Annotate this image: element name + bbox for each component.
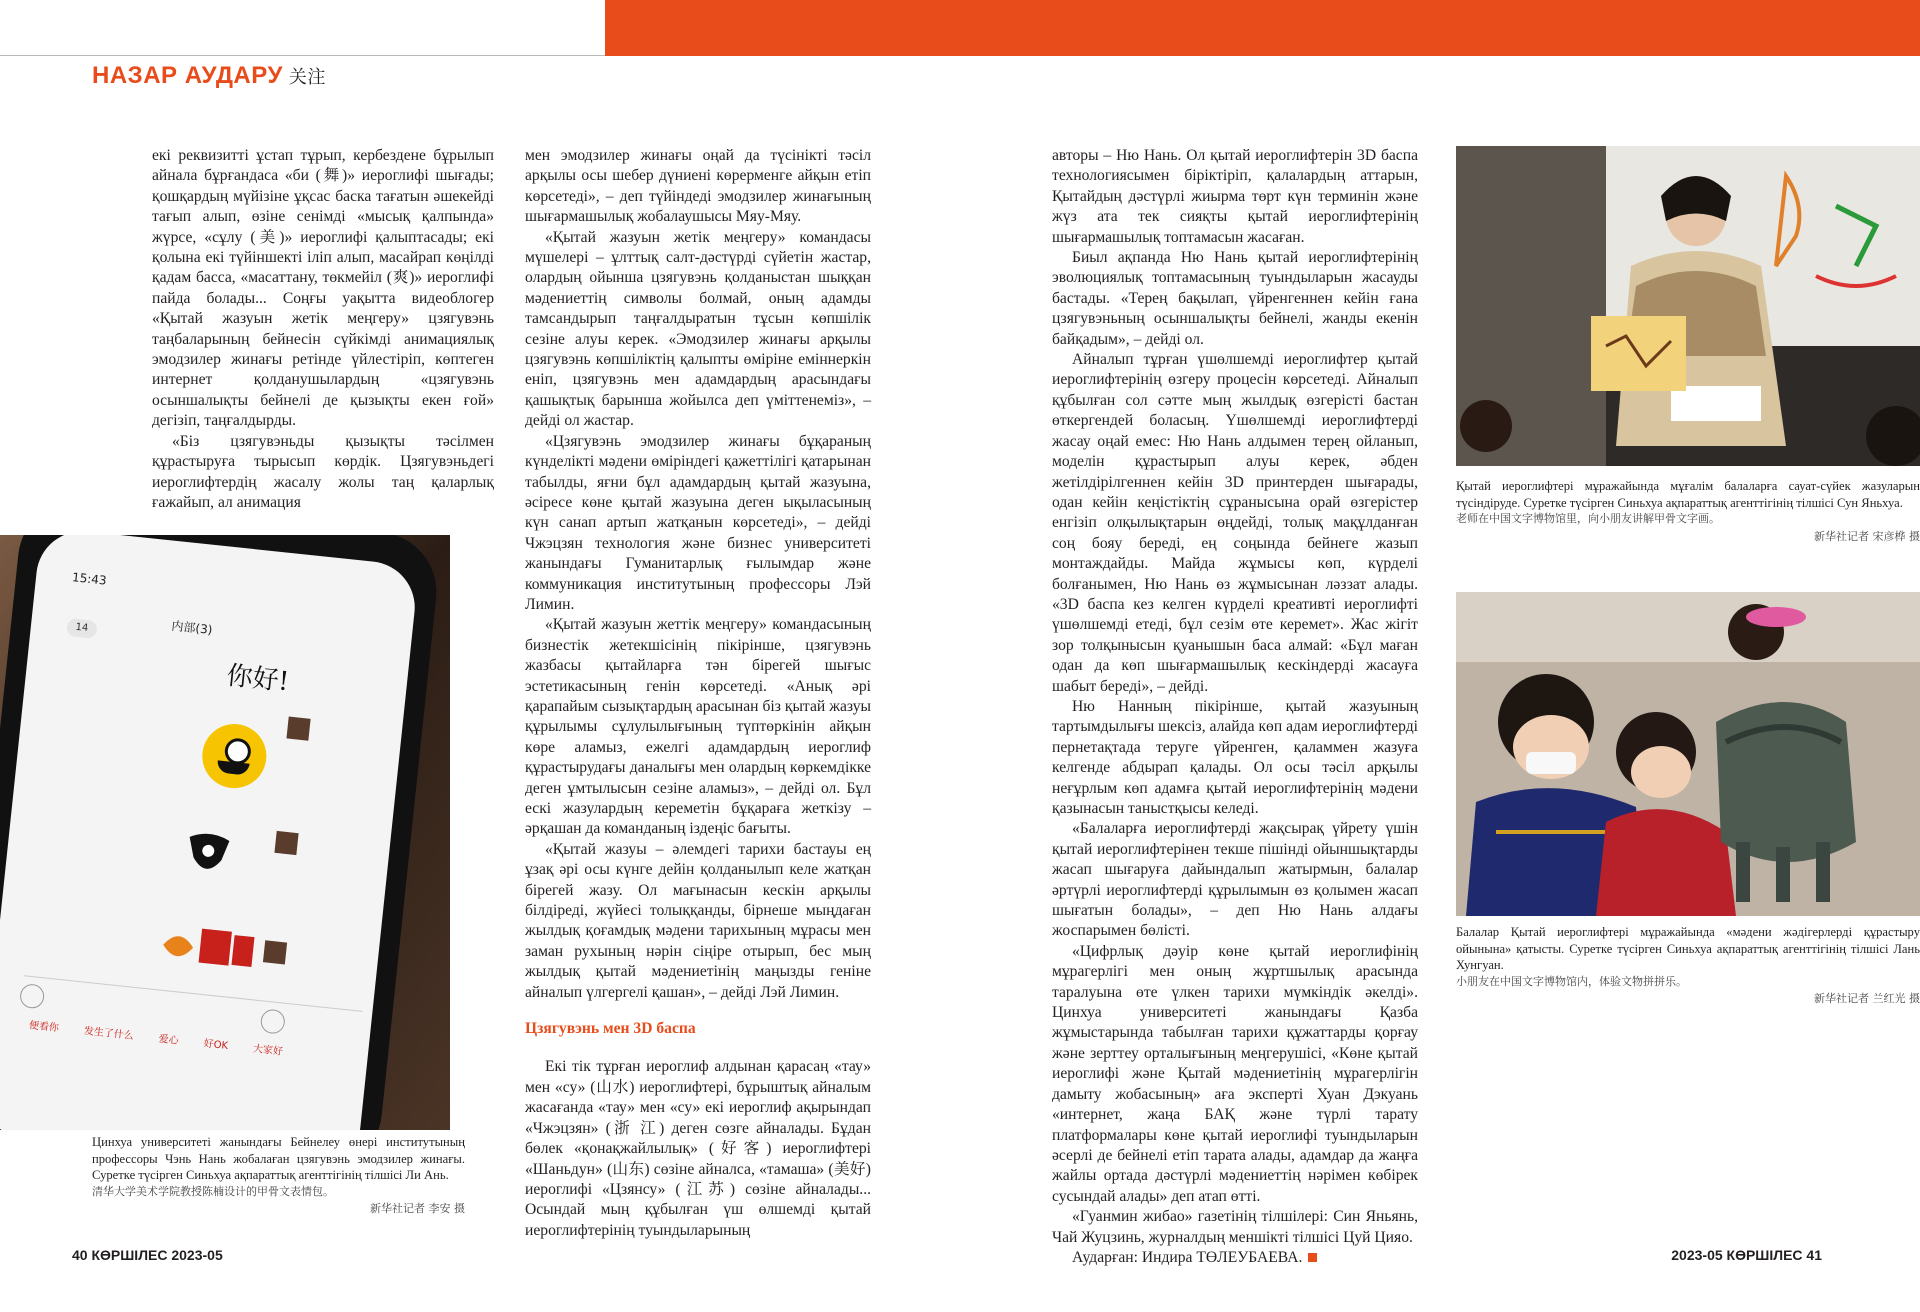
phone-emoji-photo xyxy=(0,535,450,1130)
paragraph: Биыл ақпанда Ню Нань қытай иероглифтерінің эволюциялық топтамасының туындыларын жасауды бастады. «Терең бақылап, үйренгеннен кейін ғана цзягувэньның осыншалықты бейнелі, жанды екенін байқадым», – дейді ол. xyxy=(1052,249,1418,348)
more-icon[interactable] xyxy=(260,1008,286,1034)
paragraph: Айналып тұрған үшөлшемді иероглифтер қытай иероглифтерінің өзгеру процесін көрсетеді. Айналып құбылған сол сәтте мың жылдық өзгерісті бастан өткергендей боласың. Үшөлшемді иероглифтерді жасау оңай емес: Ню Нань алдымен терең ойланып, моделін құрастырып алуы керек, әбден жетілдірілгеннен кейін 3D принтерден шығарады, одан кейін кеңістіктің сұраныcына орай өзгерістер енгізіп олқылықтарын өңдейді, толық мақұлданған соң бояу береді, ең соңында бейнеге жазып монтаждайды. Майда жұмысы көп, күрделі болғанымен, Ню Нань өз жұмысынан ләззат алады. «3D баспа кез келген күрделі креативті иероглифті үшөлшемді етеді, бұл сезім өте керемет». Жас жігіт зор толқынысын қуанышын баса алмай: «Бұл маған одан да көп шығармашылық кескіндерді жасауға шабыт береді», – дейді. xyxy=(1052,351,1418,695)
photo-credit: 新华社记者 宋彦桦 摄 xyxy=(1814,529,1920,543)
paragraph: «Қытай жазуы – әлемдегі тарихи бастауы ең ұзақ әрі осы күнге дейін қолданылып келе жатқан бірегей жазу. Ол мағынасын кескін арқылы білдіреді, жүйесі толыққанды, бірнеше мыңдаған жылдық қоғамдық мәдени тарихының мұрасы мен заман рухының нәрін сіңіре отырып, бес мың жылдық қытай мәдениетінің маңызды геніне айналып үлгергелі қашан», – дейді Лэй Лимин. xyxy=(525,840,871,1001)
end-mark xyxy=(1308,1253,1317,1262)
paragraph: «Гуанмин жибао» газетінің тілшілері: Син Яньянь, Чай Жуцзинь, журналдың меншікті тілшісі Цуй Цияо. xyxy=(1052,1208,1418,1246)
sticker-grid xyxy=(28,1016,348,1064)
ox-sticker xyxy=(174,826,240,892)
paragraph: авторы – Ню Нань. Ол қытай иероглифтерін 3D баспа технологиясымен біріктіріп, қалалардың аттарын, Қытайдың дәстүрлі жиырма төрт күн терминін және жүз ата тек сияқты қытай иероглифтерінің шығармашылық топтамасын жасаған. xyxy=(1052,147,1418,246)
caption-teacher xyxy=(1456,478,1920,545)
sticker-label[interactable]: 发生了什么 xyxy=(83,1025,135,1043)
sticker-label[interactable]: 大家好 xyxy=(252,1043,284,1058)
teacher-photo xyxy=(1456,146,1920,466)
translator-credit: Аударған: Индира ТӨЛЕУБАЕВА. xyxy=(1072,1248,1303,1266)
sticker-label[interactable]: 爱心 xyxy=(158,1033,180,1047)
header-rule xyxy=(0,55,605,56)
sticker-label[interactable]: 好OK xyxy=(203,1038,229,1052)
paragraph: «Цзягувэнь эмодзилер жинағы бұқараның күнделікті мәдени өміріндегі қажеттілігі қатарынан табылды, яғни бұл адамдардың қытай жазуына, әсіресе көне қытай жазуына деген ықыласының күн санап артып жатқанын көрсетеді», – дейді Чжэцзян технология және бизнес университеті жанындағы Гуманитарлық ғылымдар және коммуникация институтының профессоры Лэй Лимин. xyxy=(525,432,871,613)
yellow-face-sticker xyxy=(199,721,269,791)
seal-sticker xyxy=(156,919,261,979)
avatar[interactable] xyxy=(286,717,310,741)
greeting-sticker: 你好! xyxy=(225,660,291,698)
paragraph: «Қытай жазуын жетік меңгеру» командасы мүшелері – ұлттық салт-дәстүрді сүйетін жастар, олардың ойынша цзягувэнь қолданыстан шыққан мәдениеттің символы болмай, оның адамды тамсандырып таңғалдыратын тұсын көпшілік сезіне алуы керек. «Эмодзилер жинағы арқылы цзягувэнь көпшіліктің қалыпты өміріне еміннеркін еніп, цзягувэнь мен адамдардың арасындағы қашықтық барынша жойылса деп үміттенеміз», – дейді ол жастар. xyxy=(525,228,871,430)
caption-text: Балалар Қытай иероглифтері мұражайында «мәдени жәдігерлерді құрастыру ойынына» қатысты. Суретке түсірген Синьхуа ақпараттық агенттігінің тілшісі Лань Хунгуан. xyxy=(1456,925,1920,973)
avatar[interactable] xyxy=(263,940,287,964)
caption-text: Қытай иероглифтері мұражайында мұғалім балаларға сауат-сүйек жазуларын түсіндіруде. Суретке түсірген Синьхуа ақпараттық агенттігінің тілшісі Сун Яньхуа. xyxy=(1456,479,1920,510)
paragraph: «Балаларға иероглифтерді жақсырақ үйрету үшін қытай иероглифтерінен текше пішінді ойыншықтарды жасап шығаруға дайындалып жатырмын, балалар әртүрлі иероглифтерді құрылымын өз қолымен жасап шығатын болады», – деп Ню Нань алдағы жоспарымен бөлісті. xyxy=(1052,820,1418,940)
column-1 xyxy=(152,146,494,513)
caption-text-cn: 清华大学美术学院教授陈楠设计的甲骨文表情包。 xyxy=(92,1184,334,1198)
status-time: 15:43 xyxy=(71,570,108,588)
caption-text-cn: 老师在中国文字博物馆里，向小朋友讲解甲骨文字画。 xyxy=(1456,512,1720,526)
paragraph: Екі тік тұрған иероглиф алдынан қарасаң «тау» мен «су» (山水) иероглифтері, бұрыштық айналым жасағанда «тау» мен «су» екі иероглиф ақырындап «Чжэцзян» (浙 江) деген сөзге айналады. Бұдан бөлек «қонақжайлылық» (好客) иероглифтері «Шаньдун» (山东) сөзіне айналса, «тамаша» (美好) иероглифі «Цзянсу» (江苏) сөзіне айналады... Осындай мың құбылған үш өлшемді қытай иероглифтерінің туындыларының xyxy=(525,1058,871,1239)
section-title xyxy=(92,62,326,90)
footer-left: 40 КӨРШІЛЕС 2023-05 xyxy=(72,1247,223,1263)
paragraph: «Цифрлық дәуір көне қытай иероглифінің мұрагерлігі мен оның жұртшылық арасында таралуына өте үлкен тарихи мүмкіндік әкелді». Цинхуа университеті жанындағы Қазба жұмыстарында табылған тарихи құжаттарды қорғау және зерттеу орталығының меңгерушісі, «Көне қытай иероглифі және Қытай мәдениетінің мұрагерлігін дамыту жобасының» аға эксперті Хуан Дэкуань «интернет, жаңа БАҚ және түрлі тарату платформалары көне қытай иероглифі туындыларын әсерлі де бейнелі етіп тарата алады, адамдар да жаңға жайлы ортада дәстүрлі мәдениеттің нәрімен көбірек сусындай алады» деп атап өтті. xyxy=(1052,942,1418,1205)
sticker-label[interactable]: 便看你 xyxy=(28,1020,60,1035)
voice-icon[interactable] xyxy=(19,983,45,1009)
children-bronze-photo xyxy=(1456,592,1920,916)
paragraph: «Біз цзягувэньды қызықты тәсілмен құрастыруға тырысып көрдік. Цзягувэньдегі иероглифтердің жасалу жолы таң қаларлық ғажайып, ал анимация xyxy=(152,432,494,511)
paragraph xyxy=(1052,1248,1418,1268)
footer-right: 2023-05 КӨРШІЛЕС 41 xyxy=(1671,1247,1822,1263)
column-2 xyxy=(525,146,871,1241)
paragraph: «Қытай жазуын жеттік меңгеру» командасының бизнестік жетекшісінің пікірінше, цзягувэнь жазбасы қытайларға тән бірегей шығыс эстетикасының генін көрсетеді. «Анық әрі қарапайым сызықтардың арасынан біз қытай жазуы құрылымы сұлулылығының түптөркінін айқын көре аламыз, ежелгі адамдардың иероглиф құрастырудағы даналығы мен олардың көркемдікке деген ұмтылысын сезіне аламыз», – дейді ол. Бұл ескі жазулардың кереметін бұқараға жеткізу – әрқашан да команданың іздеңіс бағыты. xyxy=(525,616,871,838)
paragraph: Ню Нанның пікірінше, қытай жазуының тартымдылығы шексіз, алайда көп адам иероглифтерді пернетақтада теруге үйренген, қаламмен жазуға келгенде абдырап қалады. Ол осы тәсіл арқылы неғұрлым көп адамға қытай иероглифтерінің мәдени қазынасын таныстқысы келеді. xyxy=(1052,697,1418,817)
section-title-kz: НАЗАР АУДАРУ xyxy=(92,62,283,89)
paragraph: мен эмодзилер жинағы оңай да түсінікті тәсіл арқылы осы шебер дүниені көрерменге айқын етіп көрсетеді», – деп түйіндеді эмодзилер жинағының шығармашылық жобалаушысы Мяу-Мяу. xyxy=(525,147,871,226)
column-3 xyxy=(1052,146,1418,1268)
chat-title: 内部(3) xyxy=(170,618,214,638)
photo-credit: 新华社记者 兰红光 摄 xyxy=(1814,992,1920,1006)
photo-credit: 新华社记者 李安 摄 xyxy=(370,1202,465,1216)
section-title-cn: 关注 xyxy=(288,67,326,88)
avatar[interactable] xyxy=(274,831,298,855)
subheading: Цзягувэнь мен 3D баспа xyxy=(525,1020,696,1038)
paragraph: екі реквизитті ұстап тұрып, кербездене бұрылып айнала бұрғандаса «би (舞)» иероглифі шығады; қошқардың мүйізіне ұқсас баска тағатын әшекейді тағып алып, өзіне сенімді «мысық қалпында» жүрсе, «сұлу (美)» иероглифі қалыптасады; екі қолына екі түйіншекті іліп алып, масайрап көңілді қадам басса, «масаттану, төкмейіл (爽)» иероглифі пайда болады... Соңғы уақытта видеоблогер «Қытай жазуын жетік меңгеру» цзягувэнь таңбаларының бейнесін сүйкімді анимациялық эмодзилер жинағы ретінде үйлестіріп, көптеген интернет қолданушылардың «цзягувэнь осыншалықты бейнелі де қызықты екен ғой» дегізіп, таңғалдырды. xyxy=(152,147,494,430)
caption-text-cn: 小朋友在中国文字博物馆内，体验文物拼拼乐。 xyxy=(1456,974,1687,988)
caption-text: Цинхуа университеті жанындағы Бейнелеу өнері институтының профессоры Чэнь Нань жобалаған цзягувэнь эмодзилер жинағы. Суретке түсірген Синьхуа ақпараттық агенттігінің тілшісі Ли Ань. xyxy=(92,1135,465,1183)
caption-phone xyxy=(92,1134,465,1218)
caption-children xyxy=(1456,924,1920,1008)
back-button[interactable] xyxy=(66,618,98,639)
header-accent-bar xyxy=(605,0,1920,56)
back-count: 14 xyxy=(74,621,89,635)
